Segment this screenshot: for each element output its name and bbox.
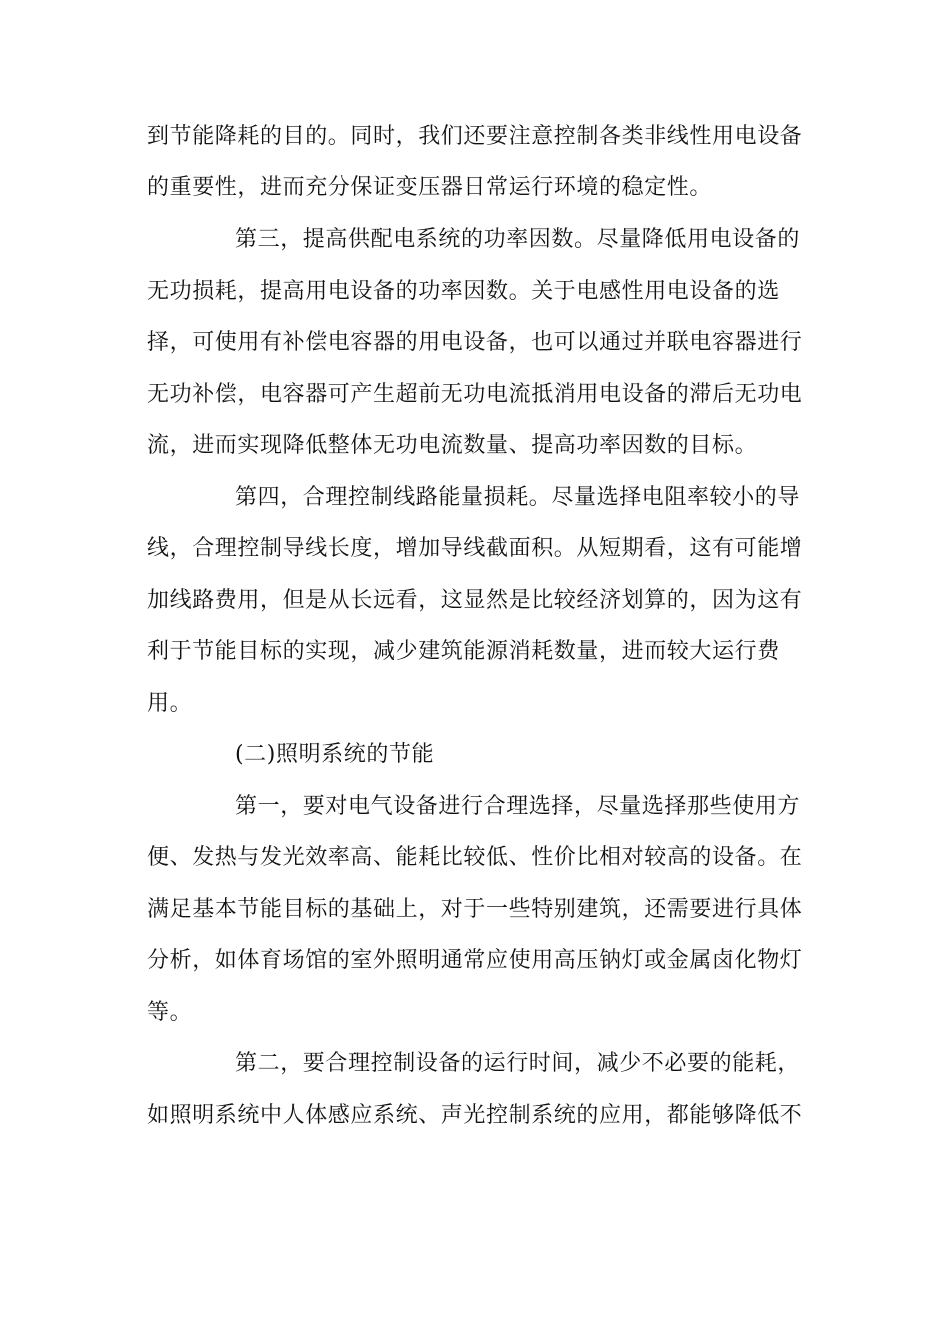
text-line: 用。	[147, 691, 193, 716]
text-line: 等。	[147, 1000, 193, 1025]
section-heading: (二)照明系统的节能	[235, 742, 435, 767]
text-line: 分析，如体育场馆的室外照明通常应使用高压钠灯或金属卤化物灯	[147, 948, 803, 973]
text-line: 如照明系统中人体感应系统、声光控制系统的应用，都能够降低不	[147, 1103, 803, 1128]
text-line: 的重要性，进而充分保证变压器日常运行环境的稳定性。	[147, 175, 713, 200]
text-line: 线，合理控制导线长度，增加导线截面积。从短期看，这有可能增	[147, 536, 803, 561]
paragraph-start-line: 第二，要合理控制设备的运行时间，减少不必要的能耗，	[235, 1051, 801, 1076]
text-line: 择，可使用有补偿电容器的用电设备，也可以通过并联电容器进行	[147, 330, 803, 355]
text-line: 无功补偿，电容器可产生超前无功电流抵消用电设备的滞后无功电	[147, 382, 803, 407]
text-line: 到节能降耗的目的。同时，我们还要注意控制各类非线性用电设备	[147, 124, 803, 149]
paragraph-start-line: 第四，合理控制线路能量损耗。尽量选择电阻率较小的导	[235, 485, 801, 510]
paragraph-start-line: 第三，提高供配电系统的功率因数。尽量降低用电设备的	[235, 227, 801, 252]
text-line: 加线路费用，但是从长远看，这显然是比较经济划算的，因为这有	[147, 588, 803, 613]
text-line: 流，进而实现降低整体无功电流数量、提高功率因数的目标。	[147, 433, 758, 458]
text-line: 满足基本节能目标的基础上，对于一些特别建筑，还需要进行具体	[147, 897, 803, 922]
paragraph-start-line: 第一，要对电气设备进行合理选择，尽量选择那些使用方	[235, 794, 801, 819]
text-line: 便、发热与发光效率高、能耗比较低、性价比相对较高的设备。在	[147, 845, 803, 870]
text-line: 利于节能目标的实现，减少建筑能源消耗数量，进而较大运行费	[147, 639, 780, 664]
text-line: 无功损耗，提高用电设备的功率因数。关于电感性用电设备的选	[147, 279, 780, 304]
